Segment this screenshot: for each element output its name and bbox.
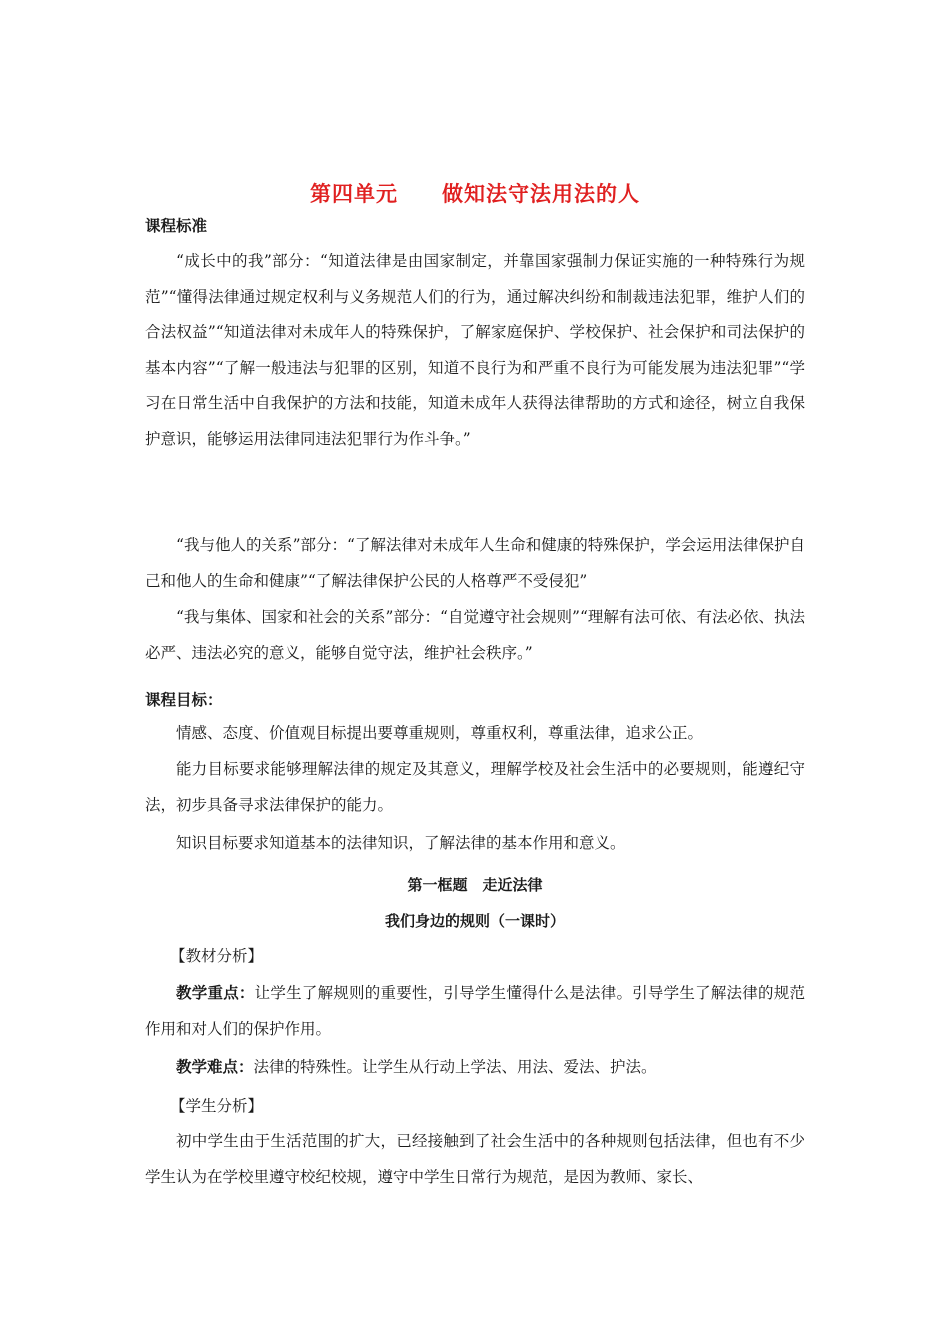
teaching-key-label: 教学重点： [176,984,255,1002]
teaching-difficulty-label: 教学难点： [176,1058,254,1076]
unit-title: 第四单元 做知法守法用法的人 [310,182,640,206]
material-analysis-heading: 【教材分析】 [170,947,264,965]
frame-title: 第一框题 走近法律 [407,876,543,894]
teaching-key-paragraph [145,976,805,1047]
goals-paragraph-1: 情感、态度、价值观目标提出要尊重规则，尊重权利，尊重法律，追求公正。 [176,724,704,742]
lesson-title: 我们身边的规则（一课时） [384,912,565,930]
standard-paragraph-1: “成长中的我”部分：“知道法律是由国家制定，并靠国家强制力保证实施的一种特殊行为规范”“懂得法律通过规定权利与义务规范人们的行为，通过解决纠纷和制裁违法犯罪，维护人们的合法权益”“知道法律对未成年人的特殊保护，了解家庭保护、学校保护、社会保护和司法保护的基本内容”“了解一般违法与犯罪的区别，知道不良行为和严重不良行为可能发展为违法犯罪”“学习在日常生活中自我保护的方法和技能，知道未成年人获得法律帮助的方式和途径，树立自我保护意识，能够运用法律同违法犯罪行为作斗争。” [145,252,805,448]
goals-paragraph-2: 能力目标要求能够理解法律的规定及其意义，理解学校及社会生活中的必要规则，能遵纪守法，初步具备寻求法律保护的能力。 [145,760,805,814]
teaching-difficulty-text: 法律的特殊性。让学生从行动上学法、用法、爱法、护法。 [253,1058,657,1076]
student-analysis-paragraph: 初中学生由于生活范围的扩大，已经接触到了社会生活中的各种规则包括法律，但也有不少学生认为在学校里遵守校纪校规，遵守中学生日常行为规范，是因为教师、家长、 [145,1132,805,1186]
teaching-key-text: 让学生了解规则的重要性，引导学生懂得什么是法律。引导学生了解法律的规范作用和对人们的保护作用。 [145,984,805,1038]
standard-paragraph-3: “我与集体、国家和社会的关系”部分：“自觉遵守社会规则”“理解有法可依、有法必依、执法必严、违法必究的意义，能够自觉守法，维护社会秩序。” [145,608,805,662]
student-analysis-heading: 【学生分析】 [170,1097,264,1115]
heading-course-standard: 课程标准 [145,217,208,235]
heading-course-goals: 课程目标： [145,691,223,709]
goals-paragraph-3: 知识目标要求知道基本的法律知识，了解法律的基本作用和意义。 [176,834,626,852]
teaching-difficulty-paragraph [145,1050,805,1086]
standard-paragraph-2: “我与他人的关系”部分：“了解法律对未成年人生命和健康的特殊保护，学会运用法律保护自己和他人的生命和健康”“了解法律保护公民的人格尊严不受侵犯” [145,536,805,590]
